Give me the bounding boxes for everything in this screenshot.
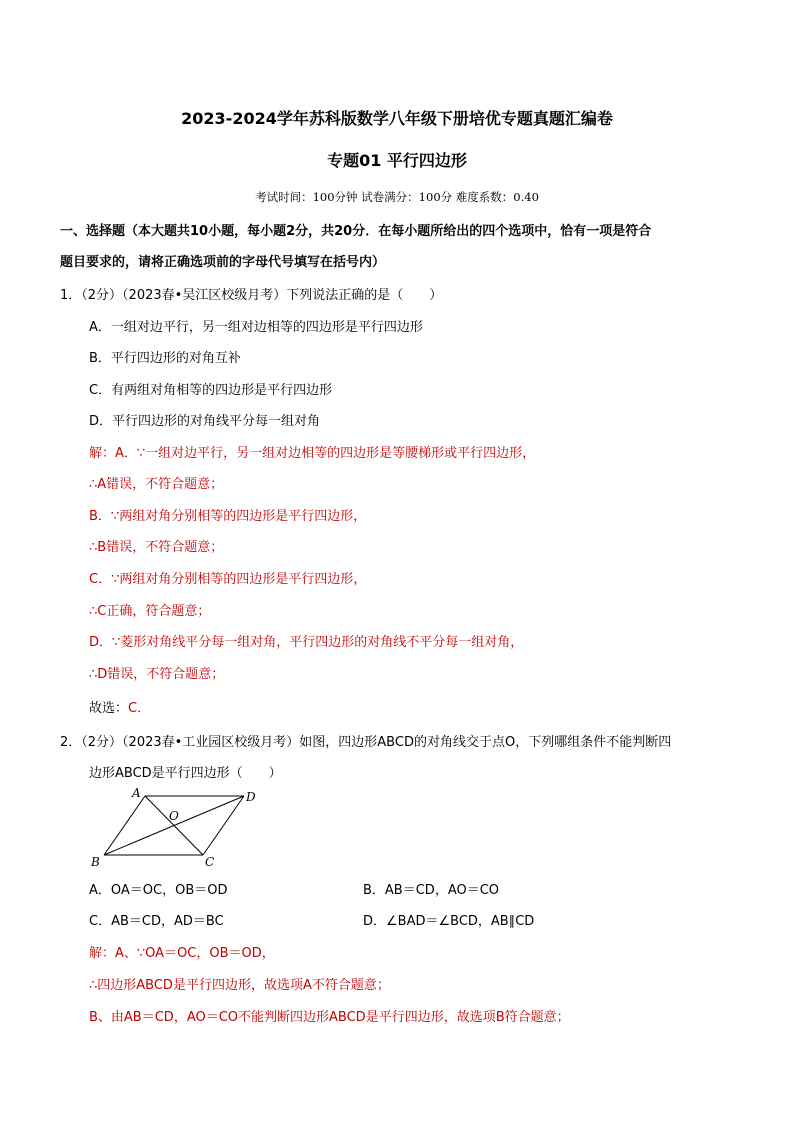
- label-o: O: [169, 809, 179, 823]
- q1-option-b: B．平行四边形的对角互补: [89, 351, 241, 366]
- q1-solution-line-7: D．∵菱形对角线平分每一组对角，平行四边形的对角线不平分每一组对角，: [89, 635, 524, 650]
- label-b: B: [91, 855, 100, 869]
- label-d: D: [246, 790, 256, 804]
- q1-option-d: D．平行四边形的对角线平分每一组对角: [89, 414, 321, 429]
- q1-answer: [89, 697, 150, 716]
- label-c: C: [205, 855, 215, 869]
- label-a: A: [132, 786, 141, 800]
- q2-solution-line-1: 解：A、∵OA＝OC，OB＝OD，: [89, 946, 275, 961]
- q1-solution-line-1: 解：A．∵一组对边平行，另一组对边相等的四边形是等腰梯形或平行四边形，: [89, 446, 536, 461]
- q1-option-a: A．一组对边平行，另一组对边相等的四边形是平行四边形: [89, 320, 423, 335]
- parallelogram-figure: [86, 785, 266, 870]
- q1-solution-line-2: ∴A错误，不符合题意；: [89, 477, 224, 492]
- q2-option-c: C．AB＝CD，AD＝BC: [89, 914, 224, 929]
- section-heading-line-1: 一、选择题（本大题共10小题，每小题2分，共20分．在每小题所给出的四个选项中，恰有一项是符合: [60, 224, 652, 239]
- q2-option-d: D．∠BAD＝∠BCD，AB∥CD: [363, 914, 535, 929]
- q1-answer-value: C．: [128, 701, 151, 716]
- q2-stem-line-2: 边形ABCD是平行四边形（ ）: [89, 766, 282, 781]
- q1-solution-line-5: C．∵两组对角分别相等的四边形是平行四边形，: [89, 572, 367, 587]
- section-heading-line-2: 题目要求的，请将正确选项前的字母代号填写在括号内）: [60, 255, 386, 270]
- q1-solution-line-6: ∴C正确，符合题意；: [89, 604, 211, 619]
- document-subtitle: 专题01 平行四边形: [327, 151, 467, 170]
- document-title: 2023-2024学年苏科版数学八年级下册培优专题真题汇编卷: [181, 109, 613, 128]
- q2-solution-line-3: B、由AB＝CD，AO＝CO不能判断四边形ABCD是平行四边形，故选项B符合题意；: [89, 1010, 570, 1025]
- q1-option-c: C．有两组对角相等的四边形是平行四边形: [89, 383, 333, 398]
- q1-answer-label: 故选：: [89, 701, 129, 716]
- q1-stem: 1．（2分）（2023春•吴江区校级月考）下列说法正确的是（ ）: [60, 288, 443, 303]
- exam-meta: 考试时间：100分钟 试卷满分：100分 难度系数：0.40: [255, 190, 539, 204]
- q1-solution-line-3: B．∵两组对角分别相等的四边形是平行四边形，: [89, 509, 367, 524]
- q2-option-b: B．AB＝CD，AO＝CO: [363, 883, 500, 898]
- q2-stem-line-1: 2．（2分）（2023春•工业园区校级月考）如图，四边形ABCD的对角线交于点O，下列哪组条件不能判断四: [60, 735, 672, 750]
- q1-solution-line-4: ∴B错误，不符合题意；: [89, 540, 224, 555]
- q1-solution-line-8: ∴D错误，不符合题意；: [89, 667, 225, 682]
- q2-solution-line-2: ∴四边形ABCD是平行四边形，故选项A不符合题意；: [89, 978, 390, 993]
- q2-option-a: A．OA＝OC，OB＝OD: [89, 883, 228, 898]
